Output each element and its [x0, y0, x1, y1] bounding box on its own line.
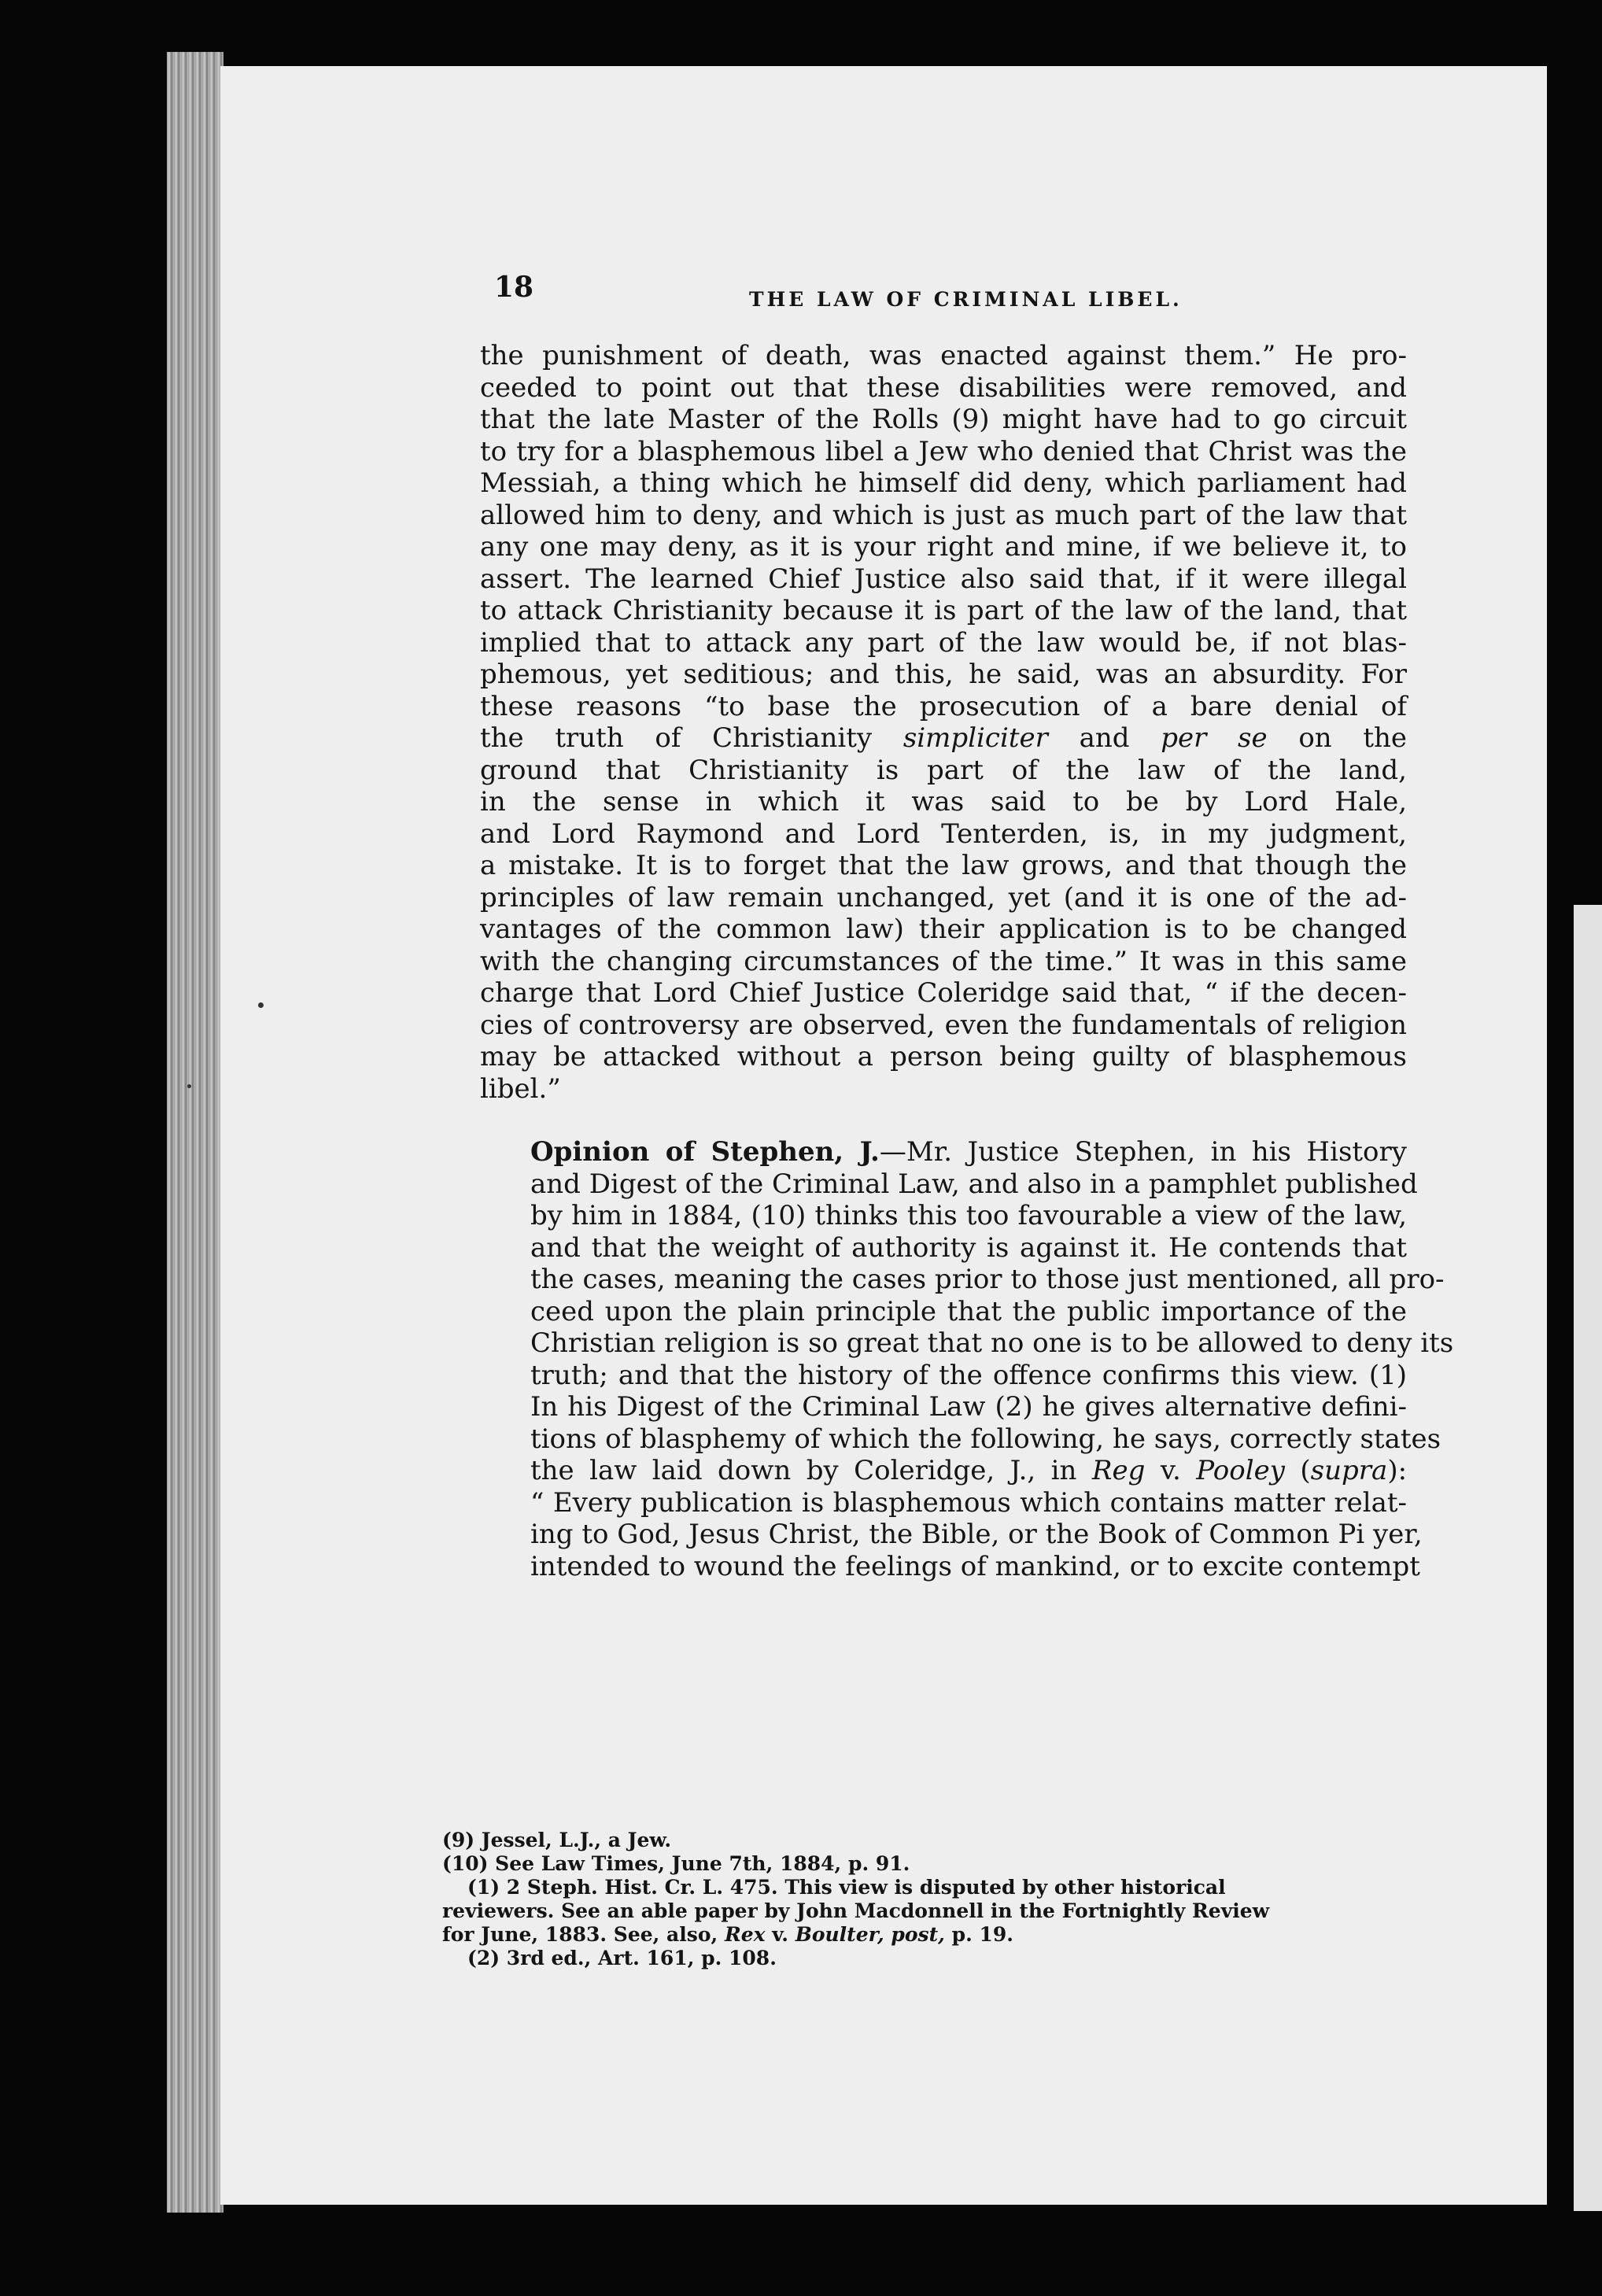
- footnote: (9) Jessel, L.J., a Jew.: [442, 1829, 672, 1851]
- book-page-edges: [167, 52, 223, 2213]
- text-line: principles of law remain unchanged, yet (and it is one of the ad-: [480, 881, 1407, 914]
- adjacent-page-edge: [1574, 905, 1602, 2211]
- italic-term: per se: [1161, 722, 1268, 754]
- text-line: In his Digest of the Criminal Law (2) he gives alternative defini-: [530, 1391, 1407, 1423]
- text-line: the cases, meaning the cases prior to those just mentioned, all pro-: [530, 1264, 1445, 1295]
- paragraph: [480, 340, 1407, 1105]
- text-line: to try for a blasphemous libel a Jew who denied that Christ was the: [480, 435, 1407, 467]
- text-line: and Lord Raymond and Lord Tenterden, is, in my judgment,: [480, 818, 1407, 850]
- italic-term: Rex: [724, 1923, 766, 1946]
- text-line: and that the weight of authority is against it. He contends that: [530, 1231, 1407, 1264]
- text-segment: (: [1300, 1455, 1311, 1486]
- footnote-continuation: [442, 1923, 1386, 1947]
- footnotes: [442, 1829, 1386, 1970]
- italic-term: Reg: [1091, 1455, 1146, 1486]
- text-line: libel.”: [480, 1072, 561, 1105]
- text-line: ground that Christianity is part of the law of the land,: [480, 754, 1407, 786]
- text-line: intended to wound the feelings of mankind, or to excite contempt: [530, 1550, 1420, 1582]
- text-line: [480, 722, 1407, 755]
- text-segment: and: [1079, 722, 1130, 754]
- footnote: (2) 3rd ed., Art. 161, p. 108.: [467, 1947, 777, 1969]
- text-line: tions of blasphemy of which the following, he says, correctly states: [530, 1423, 1441, 1455]
- text-line: charge that Lord Chief Justice Coleridge said that, “ if the decen-: [480, 977, 1407, 1009]
- text-line: allowed him to deny, and which is just as much part of the law that: [480, 499, 1407, 531]
- text-line: assert. The learned Chief Justice also said that, if it were illegal: [480, 563, 1407, 595]
- text-line: ceed upon the plain principle that the public importance of the: [530, 1295, 1407, 1327]
- text-line: ing to God, Jesus Christ, the Bible, or the Book of Common Pi yer,: [530, 1519, 1423, 1550]
- footnote-continuation: reviewers. See an able paper by John Macdonnell in the Fortnightly Review: [442, 1899, 1270, 1922]
- text-line: [480, 1136, 1407, 1168]
- text-segment: on the: [1298, 722, 1408, 754]
- text-line: may be attacked without a person being guilty of blasphemous: [480, 1041, 1407, 1072]
- italic-term: Pooley: [1196, 1455, 1285, 1486]
- text-line: in the sense in which it was said to be by Lord Hale,: [480, 786, 1407, 818]
- text-segment: for June, 1883. See, also,: [442, 1923, 718, 1946]
- text-line: ceeded to point out that these disabilities were removed, and: [480, 371, 1407, 404]
- text-line: these reasons “to base the prosecution of a bare denial of: [480, 690, 1407, 722]
- text-segment: the law laid down by Coleridge, J., in: [530, 1455, 1077, 1486]
- text-line: vantages of the common law) their application is to be changed: [480, 914, 1407, 945]
- italic-term: simpliciter: [903, 722, 1048, 754]
- footnote: (1) 2 Steph. Hist. Cr. L. 475. This view is disputed by other historical: [467, 1876, 1226, 1899]
- text-line: phemous, yet seditious; and this, he said, was an absurdity. For: [480, 659, 1407, 690]
- text-line: a mistake. It is to forget that the law grows, and that though the: [480, 850, 1407, 881]
- page-number: 18: [494, 271, 534, 304]
- text-line: that the late Master of the Rolls (9) might have had to go circuit: [480, 404, 1407, 435]
- text-line: with the changing circumstances of the time.” It was in this same: [480, 945, 1407, 977]
- italic-term: Boulter, post,: [795, 1923, 945, 1946]
- text-segment: p. 19.: [951, 1923, 1013, 1946]
- scan-speck: [187, 1084, 191, 1088]
- section-paragraph: [480, 1136, 1454, 1582]
- text-line: by him in 1884, (10) thinks this too favourable a view of the law,: [530, 1200, 1407, 1231]
- body-text: [480, 340, 1454, 1582]
- text-line: to attack Christianity because it is part of the law of the land, that: [480, 595, 1407, 626]
- text-segment: —Mr. Justice Stephen, in his History: [879, 1136, 1407, 1168]
- italic-term: supra: [1310, 1455, 1388, 1486]
- section-heading: Opinion of Stephen, J.: [530, 1136, 880, 1168]
- text-line: truth; and that the history of the offence confirms this view. (1): [530, 1359, 1407, 1391]
- text-line: “ Every publication is blasphemous which contains matter relat-: [530, 1486, 1407, 1519]
- text-line: cies of controversy are observed, even the fundamentals of religion: [480, 1009, 1407, 1041]
- text-line: Messiah, a thing which he himself did deny, which parliament had: [480, 467, 1407, 499]
- text-line: the punishment of death, was enacted against them.” He pro-: [480, 340, 1407, 371]
- text-line: Christian religion is so great that no one is to be allowed to deny its: [530, 1327, 1454, 1359]
- footnote: (10) See Law Times, June 7th, 1884, p. 91.: [442, 1852, 910, 1875]
- text-line: [480, 1455, 1407, 1487]
- text-line: any one may deny, as it is your right and mine, if we believe it, to: [480, 531, 1407, 563]
- scan-speck: [258, 1002, 264, 1008]
- running-head: THE LAW OF CRIMINAL LIBEL.: [749, 288, 1183, 311]
- text-line: implied that to attack any part of the law would be, if not blas-: [480, 626, 1407, 659]
- text-segment: ):: [1387, 1455, 1408, 1486]
- page-header: [494, 271, 1404, 318]
- text-line: and Digest of the Criminal Law, and also in a pamphlet published: [530, 1168, 1418, 1200]
- text-segment: v.: [772, 1923, 788, 1946]
- text-segment: v.: [1160, 1455, 1181, 1486]
- text-segment: the truth of Christianity: [480, 722, 873, 754]
